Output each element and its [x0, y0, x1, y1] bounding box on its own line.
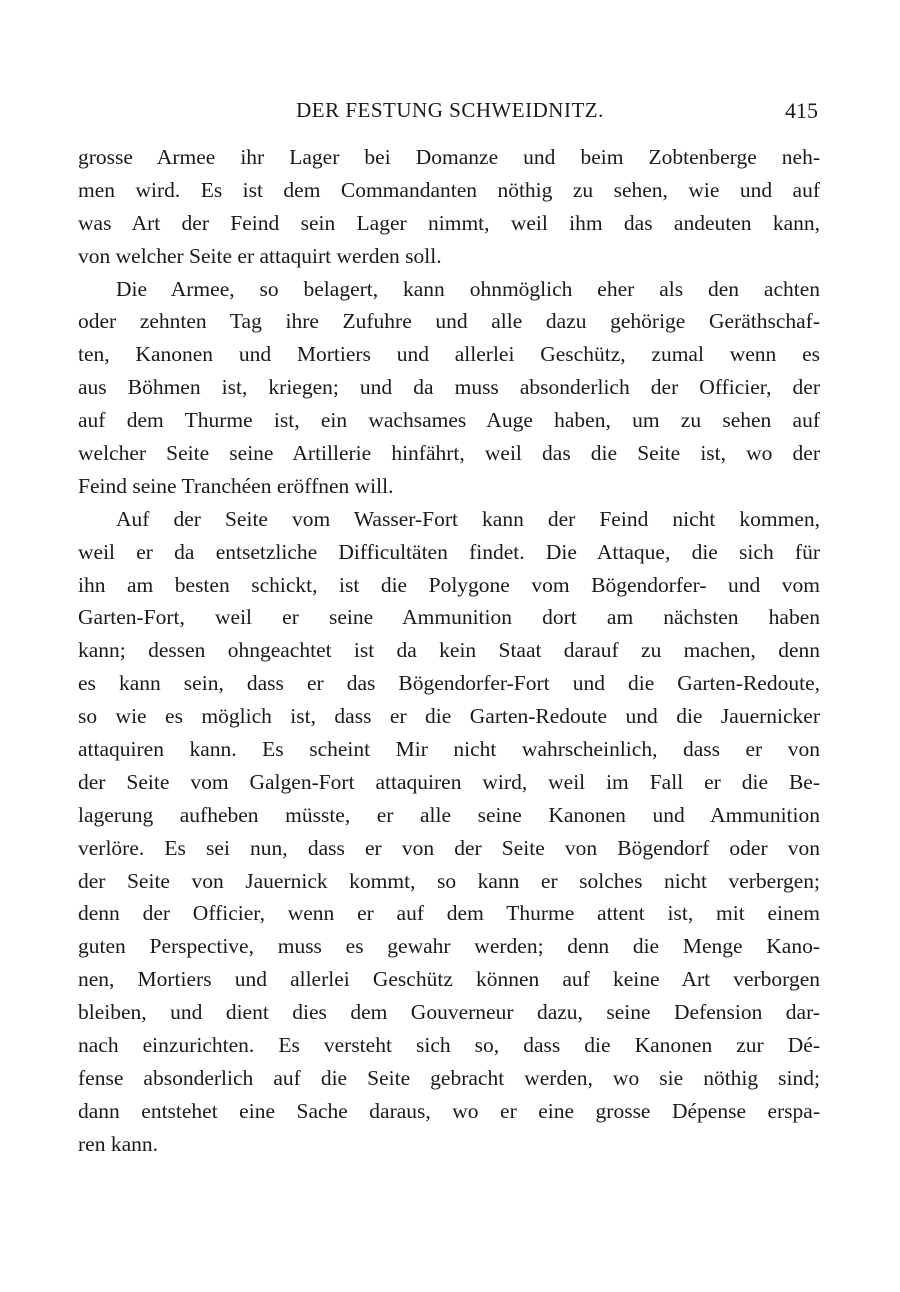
text-line: fense absonderlich auf die Seite gebracht werden, wo sie nöthig sind;: [78, 1065, 820, 1090]
text-line: nach einzurichten. Es versteht sich so, dass die Kanonen zur Dé-: [78, 1033, 820, 1058]
text-line: Die Armee, so belagert, kann ohnmöglich eher als den achten: [116, 276, 820, 301]
text-line: so wie es möglich ist, dass er die Garten-Redoute und die Jauernicker: [78, 704, 820, 729]
text-line: von welcher Seite er attaquirt werden soll.: [78, 243, 442, 268]
text-line: bleiben, und dient dies dem Gouverneur dazu, seine Defension dar-: [78, 1000, 820, 1025]
text-line: ihn am besten schickt, ist die Polygone vom Bögendorfer- und vom: [78, 572, 820, 597]
text-line: Auf der Seite vom Wasser-Fort kann der Feind nicht kommen,: [116, 506, 820, 531]
text-line: men wird. Es ist dem Commandanten nöthig zu sehen, wie und auf: [78, 177, 820, 202]
text-line: ren kann.: [78, 1131, 158, 1156]
text-line: weil er da entsetzliche Difficultäten findet. Die Attaque, die sich für: [78, 539, 820, 564]
text-line: aus Böhmen ist, kriegen; und da muss absonderlich der Officier, der: [78, 375, 820, 400]
text-line: Garten-Fort, weil er seine Ammunition dort am nächsten haben: [78, 605, 820, 630]
text-line: oder zehnten Tag ihre Zufuhre und alle dazu gehörige Geräthschaf-: [78, 309, 820, 334]
text-line: auf dem Thurme ist, ein wachsames Auge haben, um zu sehen auf: [78, 408, 820, 433]
text-line: guten Perspective, muss es gewahr werden; denn die Menge Kano-: [78, 934, 820, 959]
paragraph-2: [78, 273, 820, 503]
text-line: dann entstehet eine Sache daraus, wo er eine grosse Dépense erspa-: [78, 1098, 820, 1123]
text-line: denn der Officier, wenn er auf dem Thurme attent ist, mit einem: [78, 901, 820, 926]
paragraph-3: [78, 503, 820, 1161]
text-line: Feind seine Tranchéen eröffnen will.: [78, 473, 394, 498]
text-line: attaquiren kann. Es scheint Mir nicht wahrscheinlich, dass er von: [78, 737, 820, 762]
text-line: der Seite vom Galgen-Fort attaquiren wird, weil im Fall er die Be-: [78, 769, 820, 794]
page-number: 415: [785, 98, 818, 123]
text-line: welcher Seite seine Artillerie hinfährt, weil das die Seite ist, wo der: [78, 441, 820, 466]
text-line: der Seite von Jauernick kommt, so kann er solches nicht verbergen;: [78, 868, 820, 893]
text-line: lagerung aufheben müsste, er alle seine Kanonen und Ammunition: [78, 802, 820, 827]
paragraph-1: [78, 141, 820, 273]
text-line: nen, Mortiers und allerlei Geschütz können auf keine Art verborgen: [78, 967, 820, 992]
text-line: grosse Armee ihr Lager bei Domanze und beim Zobtenberge neh-: [78, 145, 820, 169]
text-line: kann; dessen ohngeachtet ist da kein Staat darauf zu machen, denn: [78, 638, 820, 663]
text-line: was Art der Feind sein Lager nimmt, weil ihm das andeuten kann,: [78, 210, 820, 235]
body-text: [78, 141, 820, 1161]
text-line: verlöre. Es sei nun, dass er von der Seite von Bögendorf oder von: [78, 835, 820, 860]
text-line: ten, Kanonen und Mortiers und allerlei Geschütz, zumal wenn es: [78, 342, 820, 367]
text-line: es kann sein, dass er das Bögendorfer-Fort und die Garten-Redoute,: [78, 671, 820, 696]
running-head: [0, 98, 900, 128]
running-title: DER FESTUNG SCHWEIDNITZ.: [296, 98, 604, 122]
